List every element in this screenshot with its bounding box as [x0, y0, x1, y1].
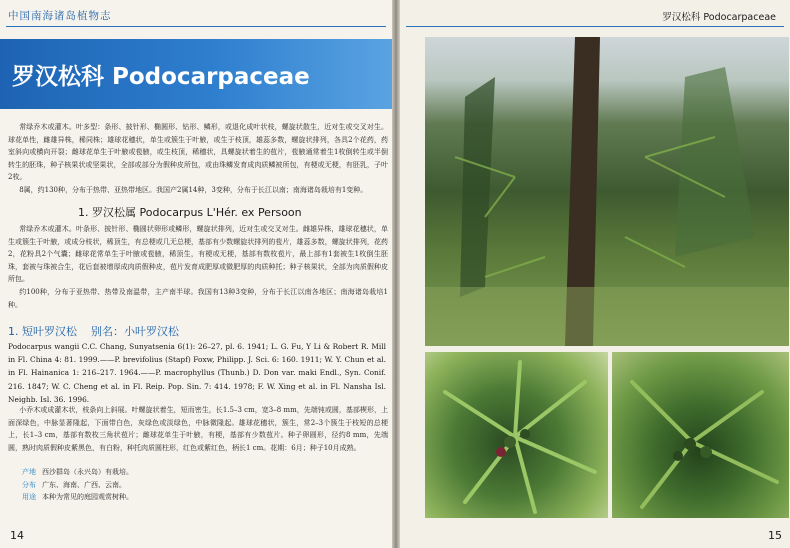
genus-description [8, 223, 388, 311]
family-banner [0, 39, 392, 109]
info-key: 分布 [22, 480, 36, 489]
foliage-photo-left [425, 352, 608, 518]
family-distribution: 8属，约130种，分布于热带、亚热带地区。我国产2属14种，3变种，分布于长江以南；南海诸岛栽培有1变种。 [19, 185, 368, 194]
running-head-right: 罗汉松科 Podocarpaceae [662, 12, 776, 23]
family-description [8, 121, 388, 197]
right-page [400, 0, 790, 548]
page-number-left: 14 [10, 529, 24, 542]
left-page [0, 0, 392, 548]
species-description: 小乔木或成灌木状，枝条向上斜展。叶螺旋状着生，短而密生，长1.5–3 cm，宽3–8 mm，先端钝或圆，基部楔形，上面深绿色，中脉显著隆起，下面带白色，灰绿色或淡绿色，中脉微隆起。雄球花穗状，簇生，常2–3个簇生于枝短的总梗上，长1–3 cm，基部有数枚三角状苞片；雌球花单生于叶腋，有梗，基部有少数苞片。种子卵圆形，径约8 mm，先端圆，熟时肉质假种皮紫黑色，有白粉，种托肉质圆柱形，红色或紫红色，柄长1 cm。花期：6月；种子10月成熟。 [8, 406, 388, 452]
tree-photo [425, 37, 789, 346]
info-value: 本种为常见的庭园观赏树种。 [42, 493, 133, 502]
info-value: 西沙群岛（永兴岛）有栽培。 [42, 468, 133, 476]
book-gutter [392, 0, 400, 548]
seed-illustration [612, 352, 789, 518]
species-info [22, 466, 133, 504]
tree-illustration [425, 37, 789, 346]
family-paragraph: 常绿乔木或灌木。叶多型：条形、披针形、椭圆形、钻形、鳞形，或退化成叶状枝，螺旋状散生，近对生或交叉对生。球花单性，雌雄异株，稀同株；雄球花穗状，单生或簇生于叶腋，或生于枝顶，雄蕊多数，螺旋状排列，各具2个花药，药室斜向或横向开裂；雌球花单生于叶腋或苞腋，或生枝顶，稀穗状，具螺旋状着生的苞片，苞腋通常着生1枚倒转生或半倒转生的胚珠，种子核果状或坚果状，全部或部分为假种皮所包，或由珠鳞发育成肉质鳞被所包，有梗或无梗，有胚乳，子叶2枚。 [8, 123, 388, 182]
header-rule [6, 26, 386, 27]
header-rule-right [406, 26, 784, 27]
species-title: 1. 短叶罗汉松 [8, 325, 77, 338]
info-value: 广东、海南、广西、云南。 [42, 480, 126, 489]
species-citation: Podocarpus wangii C.C. Chang, Sunyatsenia 6(1): 26–27, pl. 6. 1941; L. G. Fu, Y Li & Robert R. Mill in Fl. China 4: 81. 1999.——P. brevifolius (Stapf) Foxw, Philipp. J. Sci. 6: 160. 1911; W. Y. Chun et al. in Fl. Hainanica 1: 216–217. 1964.——P. macrophyllus (Thunb.) D. Don var. maki Endl., Syn. Conif. 216. 1847; W. C. Cheng et al. in Fl. Reip. Pop. Sin. 7: 414. 1978; F. W. Xing et al. in Fl. Nansha Isl. Neighb. Isl. 36. 1996. [8, 342, 386, 404]
species-description-block [8, 404, 388, 454]
info-row-distribution [22, 479, 133, 492]
page-number-right: 15 [768, 529, 782, 542]
running-head: 中国南海诸岛植物志 [8, 10, 112, 22]
foliage-photo-right [612, 352, 789, 518]
foliage-illustration [425, 352, 608, 518]
genus-title: 1. 罗汉松属 Podocarpus L'Hér. ex Persoon [78, 206, 302, 219]
info-key: 产地 [22, 468, 36, 476]
family-title: 罗汉松科 Podocarpaceae [12, 64, 310, 90]
species-heading [8, 323, 179, 339]
info-key: 用途 [22, 493, 36, 502]
species-alias: 别名：小叶罗汉松 [91, 325, 179, 338]
info-row-use [22, 491, 133, 504]
info-row-origin [22, 466, 133, 479]
genus-distribution: 约100种，分布于亚热带、热带及南温带，主产南半球。我国有13种3变种，分布于长江以南各地区；南海诸岛栽培1种。 [8, 287, 388, 309]
genus-paragraph: 常绿乔木或灌木。叶条形、披针形、椭圆状卵形或鳞形，螺旋状排列，近对生或交叉对生。雌雄异株，雄球花穗状，单生或簇生于叶腋，或成分枝状，稀顶生，有总梗或几无总梗，基部有少数螺旋状排列的苞片，雄蕊多数，螺旋状排列，花药2，花粉具2个气囊；雌球花常单生于叶腋或苞腋，稀顶生，有梗或无梗，基部有数枚苞片，最上部有1套被生1枚倒生胚珠，套被与珠被合生，花后套被增厚成肉质假种皮，苞片发育成肥厚或微肥厚的肉质种托；种子核果状，全部为肉质假种皮所包。 [8, 225, 388, 284]
